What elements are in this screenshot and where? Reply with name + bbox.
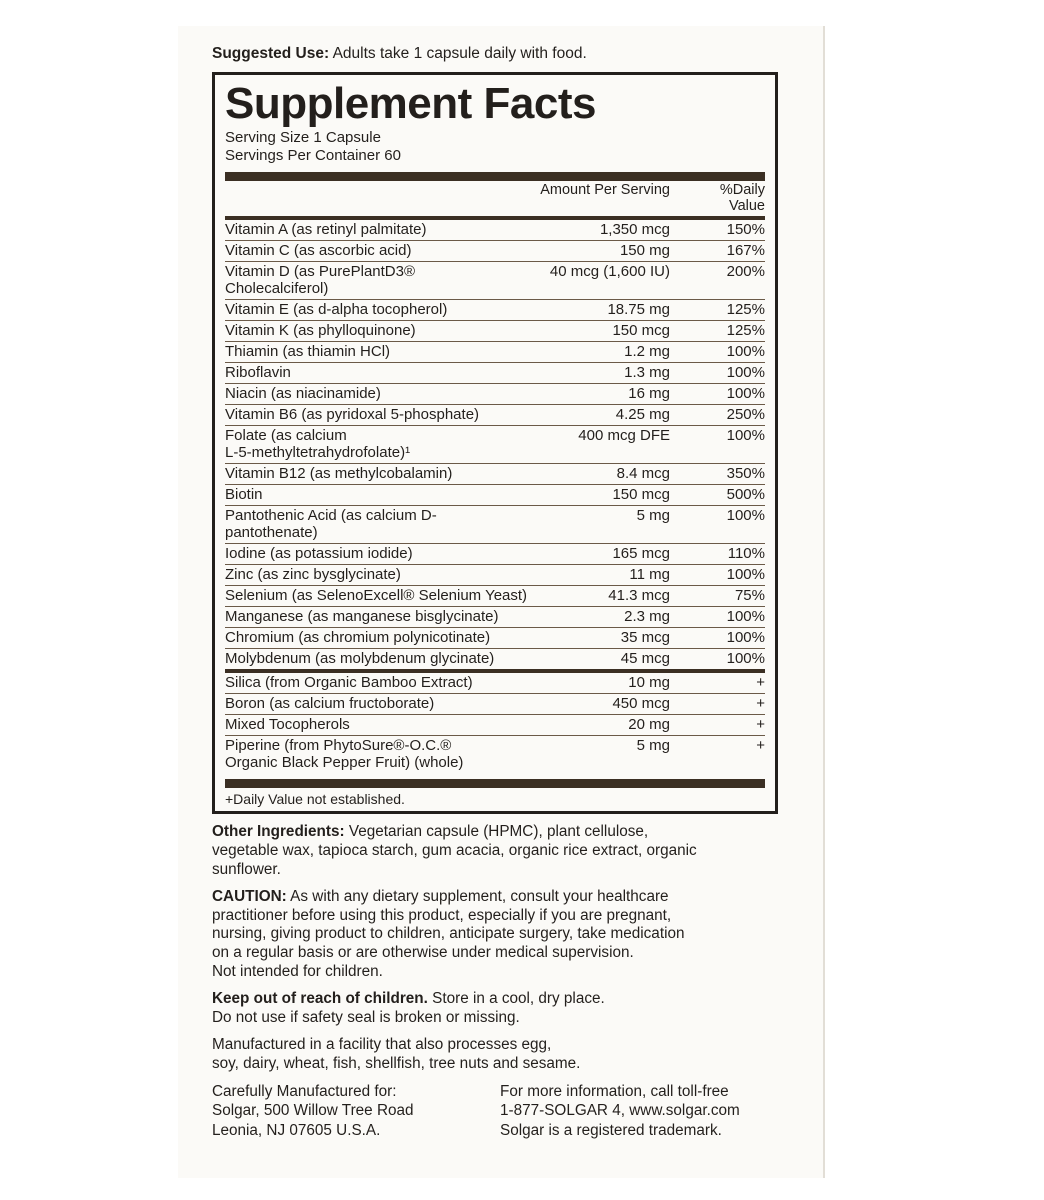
label-body-text bbox=[212, 823, 778, 1140]
other-ingredients-label: Other Ingredients: bbox=[212, 822, 345, 840]
nutrient-dv: 100% bbox=[684, 627, 765, 648]
table-row bbox=[225, 648, 765, 669]
nutrient-amount: 20 mg bbox=[527, 714, 684, 735]
footer-left-line3: Leonia, NJ 07605 U.S.A. bbox=[212, 1121, 381, 1139]
nutrient-dv: + bbox=[684, 735, 765, 773]
label-content bbox=[212, 44, 778, 1140]
nutrient-dv: + bbox=[684, 693, 765, 714]
suggested-use-label: Suggested Use: bbox=[212, 45, 330, 62]
nutrient-dv: 125% bbox=[684, 299, 765, 320]
other-ingredients-line3: sunflower. bbox=[212, 860, 281, 878]
nutrient-name: Selenium (as SelenoExcell® Selenium Yeast) bbox=[225, 586, 528, 604]
nutrient-name: Chromium (as chromium polynicotinate) bbox=[225, 628, 491, 646]
header-nutrient bbox=[225, 181, 527, 216]
allergen-statement bbox=[212, 1036, 778, 1074]
nutrient-dv: 100% bbox=[684, 648, 765, 669]
caution-line3: nursing, giving product to children, anticipate surgery, take medication bbox=[212, 925, 685, 943]
nutrient-name-line2: L-5-methyltetrahydrofolate)¹ bbox=[225, 443, 411, 461]
header-daily-value: %Daily Value bbox=[719, 181, 765, 214]
allergen-line1: Manufactured in a facility that also processes egg, bbox=[212, 1036, 552, 1054]
table-row bbox=[225, 404, 765, 425]
nutrient-amount: 45 mcg bbox=[527, 648, 684, 669]
nutrient-amount: 10 mg bbox=[628, 673, 670, 691]
nutrient-dv: 125% bbox=[684, 320, 765, 341]
nutrient-dv: 150% bbox=[726, 220, 765, 238]
nutrient-name: Vitamin C (as ascorbic acid) bbox=[225, 241, 412, 259]
nutrient-name: Vitamin A (as retinyl palmitate) bbox=[225, 220, 427, 238]
nutrient-amount: 1,350 mcg bbox=[599, 220, 670, 238]
other-ingredients-line2: vegetable wax, tapioca starch, gum acacia, organic rice extract, organic bbox=[212, 841, 697, 859]
nutrient-amount: 150 mcg bbox=[527, 484, 684, 505]
nutrient-name: Niacin (as niacinamide) bbox=[225, 384, 381, 402]
table-row bbox=[225, 425, 765, 463]
keep-out-line2: Do not use if safety seal is broken or missing. bbox=[212, 1009, 520, 1027]
nutrient-dv: 100% bbox=[684, 425, 765, 463]
divider-thick-top bbox=[225, 172, 765, 181]
other-ingredients-line1: Vegetarian capsule (HPMC), plant cellulose, bbox=[344, 822, 649, 840]
caution-line4: on a regular basis or are otherwise under medical supervision. bbox=[212, 944, 634, 962]
table-row bbox=[225, 463, 765, 484]
nutrient-amount: 5 mg bbox=[527, 735, 684, 773]
nutrient-amount: 41.3 mcg bbox=[527, 585, 684, 606]
nutrient-amount: 40 mcg (1,600 IU) bbox=[527, 261, 684, 299]
nutrient-dv: 200% bbox=[684, 261, 765, 299]
caution-line5: Not intended for children. bbox=[212, 963, 383, 981]
nutrient-amount: 400 mcg DFE bbox=[527, 425, 684, 463]
nutrient-amount: 35 mcg bbox=[527, 627, 684, 648]
nutrient-amount: 1.2 mg bbox=[527, 341, 684, 362]
nutrient-dv: 100% bbox=[684, 383, 765, 404]
table-row bbox=[225, 505, 765, 543]
table-row bbox=[225, 693, 765, 714]
table-row bbox=[225, 341, 765, 362]
nutrient-dv: + bbox=[684, 714, 765, 735]
nutrient-name: Vitamin K (as phylloquinone) bbox=[225, 321, 416, 339]
nutrient-amount: 165 mcg bbox=[527, 543, 684, 564]
nutrient-name-line2: Cholecalciferol) bbox=[225, 279, 329, 297]
nutrient-name: Piperine (from PhytoSure®-O.C.® bbox=[225, 736, 452, 754]
nutrient-name-line2: Organic Black Pepper Fruit) (whole) bbox=[225, 753, 464, 771]
caution bbox=[212, 888, 778, 983]
nutrient-name: Mixed Tocopherols bbox=[225, 715, 350, 733]
divider-thick-bottom bbox=[225, 779, 765, 788]
table-row bbox=[225, 627, 765, 648]
table-row bbox=[225, 673, 765, 694]
allergen-line2: soy, dairy, wheat, fish, shellfish, tree nuts and sesame. bbox=[212, 1055, 581, 1073]
nutrient-dv: 100% bbox=[684, 606, 765, 627]
table-header-row bbox=[225, 181, 765, 216]
supplement-facts-box bbox=[212, 72, 778, 814]
footer-right-line2: 1-877-SOLGAR 4, www.solgar.com bbox=[500, 1102, 740, 1120]
nutrient-name: Vitamin D (as PurePlantD3® bbox=[225, 262, 416, 280]
nutrient-name: Silica (from Organic Bamboo Extract) bbox=[225, 673, 473, 691]
nutrient-name: Folate (as calcium bbox=[225, 426, 347, 444]
nutrient-name: Thiamin (as thiamin HCl) bbox=[225, 342, 391, 360]
nutrient-name: Vitamin B6 (as pyridoxal 5-phosphate) bbox=[225, 405, 480, 423]
keep-out-label: Keep out of reach of children. bbox=[212, 990, 428, 1008]
nutrient-amount: 450 mcg bbox=[527, 693, 684, 714]
manufacturer-footer bbox=[212, 1082, 778, 1140]
table-row bbox=[225, 564, 765, 585]
table-row bbox=[225, 484, 765, 505]
footer-left-line2: Solgar, 500 Willow Tree Road bbox=[212, 1102, 414, 1120]
keep-out-of-reach bbox=[212, 990, 778, 1028]
nutrient-amount: 150 mcg bbox=[527, 320, 684, 341]
nutrient-name: Zinc (as zinc bysglycinate) bbox=[225, 565, 401, 583]
nutrient-dv: 100% bbox=[684, 341, 765, 362]
table-row bbox=[225, 383, 765, 404]
nutrient-name: Manganese (as manganese bisglycinate) bbox=[225, 607, 499, 625]
nutrient-amount: 16 mg bbox=[527, 383, 684, 404]
nutrient-amount: 5 mg bbox=[527, 505, 684, 543]
footer-right-column bbox=[500, 1082, 778, 1140]
nutrient-name: Pantothenic Acid (as calcium D-pantothenate) bbox=[225, 506, 437, 541]
table-row bbox=[225, 714, 765, 735]
suggested-use bbox=[212, 44, 778, 65]
nutrient-name: Iodine (as potassium iodide) bbox=[225, 544, 413, 562]
table-row bbox=[225, 585, 765, 606]
other-ingredients bbox=[212, 823, 778, 880]
supplement-facts-table bbox=[225, 181, 765, 216]
nutrient-amount: 150 mg bbox=[527, 240, 684, 261]
table-row bbox=[225, 299, 765, 320]
nutrient-amount: 1.3 mg bbox=[527, 362, 684, 383]
suggested-use-text: Adults take 1 capsule daily with food. bbox=[329, 45, 587, 62]
header-amount-per-serving: Amount Per Serving bbox=[540, 181, 670, 198]
nutrient-amount: 4.25 mg bbox=[527, 404, 684, 425]
nutrient-amount: 11 mg bbox=[527, 564, 684, 585]
footer-left-line1: Carefully Manufactured for: bbox=[212, 1083, 397, 1101]
table-row bbox=[225, 362, 765, 383]
caution-line2: practitioner before using this product, especially if you are pregnant, bbox=[212, 906, 672, 924]
nutrient-amount: 2.3 mg bbox=[527, 606, 684, 627]
nutrient-table bbox=[225, 220, 765, 669]
nutrient-dv: + bbox=[756, 673, 765, 691]
table-row bbox=[225, 543, 765, 564]
nutrient-dv: 75% bbox=[684, 585, 765, 606]
table-row bbox=[225, 606, 765, 627]
nutrient-name: Vitamin E (as d-alpha tocopherol) bbox=[225, 300, 448, 318]
supplement-facts-title: Supplement Facts bbox=[225, 78, 596, 128]
nutrient-dv: 500% bbox=[684, 484, 765, 505]
daily-value-footnote: +Daily Value not established. bbox=[225, 790, 405, 807]
nutrient-amount: 18.75 mg bbox=[527, 299, 684, 320]
table-row bbox=[225, 320, 765, 341]
keep-out-line1: Store in a cool, dry place. bbox=[427, 990, 605, 1008]
footer-right-line1: For more information, call toll-free bbox=[500, 1083, 729, 1101]
nutrient-dv: 100% bbox=[684, 362, 765, 383]
table-row bbox=[225, 240, 765, 261]
footer-right-line3: Solgar is a registered trademark. bbox=[500, 1121, 722, 1139]
servings-per-container: Servings Per Container 60 bbox=[225, 147, 401, 165]
nutrient-dv: 350% bbox=[684, 463, 765, 484]
caution-line1: As with any dietary supplement, consult your healthcare bbox=[286, 887, 669, 905]
table-row bbox=[225, 220, 765, 241]
nutrient-name: Riboflavin bbox=[225, 363, 291, 381]
nutrient-name: Biotin bbox=[225, 485, 263, 503]
nutrient-dv: 100% bbox=[684, 564, 765, 585]
nutrient-dv: 250% bbox=[684, 404, 765, 425]
nutrient-name: Molybdenum (as molybdenum glycinate) bbox=[225, 649, 495, 667]
nutrient-name: Vitamin B12 (as methylcobalamin) bbox=[225, 464, 453, 482]
nutrient-amount: 8.4 mcg bbox=[527, 463, 684, 484]
no-dv-table bbox=[225, 673, 765, 773]
nutrient-dv: 167% bbox=[684, 240, 765, 261]
nutrient-dv: 100% bbox=[684, 505, 765, 543]
caution-label: CAUTION: bbox=[212, 887, 287, 905]
table-row bbox=[225, 261, 765, 299]
serving-size: Serving Size 1 Capsule bbox=[225, 129, 381, 147]
table-row bbox=[225, 735, 765, 773]
nutrient-dv: 110% bbox=[684, 543, 765, 564]
nutrient-name: Boron (as calcium fructoborate) bbox=[225, 694, 435, 712]
footer-left-column bbox=[212, 1082, 500, 1140]
